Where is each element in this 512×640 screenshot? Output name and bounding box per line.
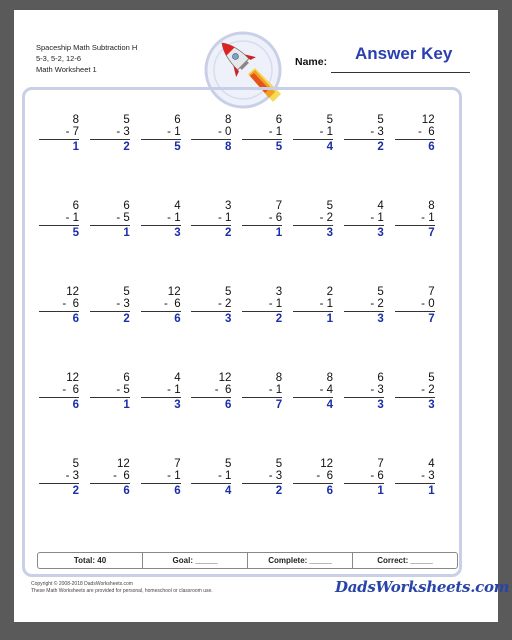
problem-answer: 3 xyxy=(326,227,333,239)
problem-minuend: 6 xyxy=(72,200,79,212)
problem xyxy=(191,458,231,497)
problem xyxy=(395,372,435,411)
problem-rule xyxy=(141,311,181,312)
problem-subtrahend: - 1 xyxy=(217,212,232,224)
problem-rule xyxy=(395,483,435,484)
problem-rule xyxy=(191,483,231,484)
problem xyxy=(395,200,435,239)
problem-minuend: 4 xyxy=(428,458,435,470)
problem-minuend: 4 xyxy=(174,200,181,212)
problem-subtrahend: - 1 xyxy=(167,212,181,224)
problem-subtrahend: - 7 xyxy=(65,126,79,138)
problem-subtrahend: - 5 xyxy=(116,384,130,396)
problem-subtrahend: - 6 xyxy=(370,470,384,482)
problem xyxy=(242,458,282,497)
name-underline xyxy=(331,72,470,73)
problem xyxy=(90,200,130,239)
problem-subtrahend: - 1 xyxy=(217,470,232,482)
problem-answer: 6 xyxy=(174,485,181,497)
problem-answer: 2 xyxy=(275,485,283,497)
problem-answer: 6 xyxy=(72,399,79,411)
problem-subtrahend: - 6 xyxy=(113,470,130,482)
problem-subtrahend: - 1 xyxy=(370,212,384,224)
problem-rule xyxy=(344,483,384,484)
problem-answer: 3 xyxy=(377,399,384,411)
problem xyxy=(293,458,333,497)
problem-minuend: 8 xyxy=(72,114,79,126)
problem-answer: 2 xyxy=(123,313,130,325)
problem-minuend: 12 xyxy=(218,372,232,384)
complete-cell: Complete: _____ xyxy=(248,553,353,568)
problem-subtrahend: - 1 xyxy=(167,470,181,482)
problem-answer: 6 xyxy=(224,399,232,411)
problem-rule xyxy=(90,483,130,484)
problem-subtrahend: - 6 xyxy=(214,384,232,396)
problem xyxy=(242,372,282,411)
problem-rule xyxy=(90,225,130,226)
problem-rule xyxy=(344,397,384,398)
problem-rule xyxy=(344,139,384,140)
problem-answer: 1 xyxy=(326,313,333,325)
problem-subtrahend: - 1 xyxy=(319,298,333,310)
problem xyxy=(293,200,333,239)
problem-rule xyxy=(191,311,231,312)
problem xyxy=(141,372,181,411)
problem-minuend: 5 xyxy=(326,114,333,126)
answer-key-title: Answer Key xyxy=(355,44,453,63)
problem-rule xyxy=(344,225,384,226)
problem xyxy=(90,114,130,153)
problem-rule xyxy=(242,311,282,312)
problem-rule xyxy=(191,139,231,140)
problem xyxy=(39,114,79,153)
worksheet-number: Math Worksheet 1 xyxy=(36,65,97,74)
problem-subtrahend: - 2 xyxy=(421,384,435,396)
problem xyxy=(242,114,282,153)
problem-answer: 4 xyxy=(224,485,232,497)
problem-answer: 1 xyxy=(123,399,130,411)
problem-minuend: 12 xyxy=(167,286,181,298)
problem xyxy=(191,200,231,239)
problem xyxy=(39,372,79,411)
problem-answer: 5 xyxy=(72,227,79,239)
problem-minuend: 12 xyxy=(66,286,79,298)
problem-minuend: 12 xyxy=(421,114,435,126)
problem-subtrahend: - 1 xyxy=(319,126,333,138)
problem-rule xyxy=(141,483,181,484)
problem xyxy=(39,286,79,325)
problem-subtrahend: - 3 xyxy=(116,126,130,138)
problem xyxy=(191,372,231,411)
problem-minuend: 7 xyxy=(275,200,283,212)
problem-rule xyxy=(242,139,282,140)
problem-rule xyxy=(242,397,282,398)
problem xyxy=(191,114,231,153)
problem-rule xyxy=(39,397,79,398)
problem-subtrahend: - 5 xyxy=(116,212,130,224)
problem-minuend: 12 xyxy=(320,458,333,470)
problem xyxy=(141,286,181,325)
problem-minuend: 5 xyxy=(377,114,384,126)
problem-answer: 6 xyxy=(428,141,435,153)
problem-answer: 3 xyxy=(377,227,384,239)
problem-subtrahend: - 6 xyxy=(316,470,333,482)
problem-answer: 2 xyxy=(377,141,384,153)
problem-rule xyxy=(39,139,79,140)
problem-grid xyxy=(29,100,455,540)
problem-answer: 5 xyxy=(174,141,181,153)
problem-minuend: 5 xyxy=(428,372,435,384)
problem-answer: 3 xyxy=(174,399,181,411)
problem-rule xyxy=(141,139,181,140)
problem-minuend: 7 xyxy=(428,286,435,298)
problem xyxy=(90,372,130,411)
problem xyxy=(395,286,435,325)
problem-subtrahend: - 6 xyxy=(163,298,181,310)
problem xyxy=(344,458,384,497)
problem xyxy=(39,200,79,239)
problem-rule xyxy=(242,483,282,484)
problem-rule xyxy=(191,397,231,398)
problem xyxy=(242,200,282,239)
problem-minuend: 3 xyxy=(275,286,283,298)
problem-minuend: 2 xyxy=(326,286,333,298)
correct-cell: Correct: _____ xyxy=(377,556,433,565)
problem-subtrahend: - 0 xyxy=(217,126,232,138)
problem-answer: 2 xyxy=(224,227,232,239)
worksheet-subtitle: 5-3, 5-2, 12-6 xyxy=(36,54,82,63)
problem-rule xyxy=(293,139,333,140)
problem-rule xyxy=(141,397,181,398)
problem-rule xyxy=(90,139,130,140)
problem xyxy=(39,458,79,497)
problem-rule xyxy=(90,311,130,312)
problem-rule xyxy=(191,225,231,226)
problem-rule xyxy=(39,311,79,312)
goal-cell: Goal: _____ xyxy=(143,553,248,568)
problem-answer: 5 xyxy=(275,141,283,153)
problem-subtrahend: - 6 xyxy=(62,298,79,310)
problem xyxy=(141,200,181,239)
problem-minuend: 7 xyxy=(377,458,384,470)
problem-answer: 3 xyxy=(224,313,232,325)
problem-minuend: 7 xyxy=(174,458,181,470)
problem-answer: 6 xyxy=(174,313,181,325)
problem-rule xyxy=(39,483,79,484)
problem-rule xyxy=(344,311,384,312)
problem-answer: 3 xyxy=(428,399,435,411)
problem-subtrahend: - 3 xyxy=(268,470,283,482)
copyright-line: Copyright © 2008-2018 DadsWorksheets.com xyxy=(31,581,133,587)
problem-subtrahend: - 1 xyxy=(65,212,79,224)
problem-minuend: 5 xyxy=(275,458,283,470)
problem xyxy=(90,458,130,497)
problem-minuend: 8 xyxy=(326,372,333,384)
problem-subtrahend: - 1 xyxy=(167,384,181,396)
problem-minuend: 8 xyxy=(428,200,435,212)
problem xyxy=(395,114,435,153)
problem-answer: 1 xyxy=(428,485,435,497)
problem-subtrahend: - 3 xyxy=(65,470,79,482)
problem-answer: 4 xyxy=(326,399,333,411)
problem-subtrahend: - 2 xyxy=(217,298,232,310)
problem-answer: 7 xyxy=(428,313,435,325)
problem xyxy=(344,114,384,153)
problem-minuend: 5 xyxy=(123,286,130,298)
problem-rule xyxy=(39,225,79,226)
problem-subtrahend: - 6 xyxy=(417,126,435,138)
problem xyxy=(242,286,282,325)
problem xyxy=(191,286,231,325)
problem-minuend: 6 xyxy=(123,200,130,212)
problem-minuend: 5 xyxy=(224,458,232,470)
problem-subtrahend: - 3 xyxy=(421,470,435,482)
problem xyxy=(344,286,384,325)
problem-rule xyxy=(141,225,181,226)
problem-answer: 1 xyxy=(123,227,130,239)
problem-rule xyxy=(395,397,435,398)
problem xyxy=(344,372,384,411)
problem-subtrahend: - 6 xyxy=(62,384,79,396)
problem-subtrahend: - 0 xyxy=(421,298,435,310)
problem-rule xyxy=(90,397,130,398)
problem-minuend: 5 xyxy=(377,286,384,298)
problem-answer: 1 xyxy=(72,141,79,153)
problem-answer: 6 xyxy=(72,313,79,325)
problem-subtrahend: - 1 xyxy=(167,126,181,138)
problem-rule xyxy=(395,311,435,312)
problem-rule xyxy=(293,225,333,226)
problem-answer: 6 xyxy=(123,485,130,497)
problem-minuend: 4 xyxy=(174,372,181,384)
problem-subtrahend: - 3 xyxy=(370,384,384,396)
problem-answer: 2 xyxy=(123,141,130,153)
problem-rule xyxy=(395,139,435,140)
problem-minuend: 3 xyxy=(224,200,232,212)
problem-minuend: 8 xyxy=(275,372,283,384)
problem-minuend: 6 xyxy=(123,372,130,384)
problem-answer: 8 xyxy=(224,141,232,153)
problem-answer: 1 xyxy=(275,227,283,239)
total-cell: Total: 40 xyxy=(38,553,143,568)
problem xyxy=(90,286,130,325)
problem-minuend: 5 xyxy=(123,114,130,126)
problem-minuend: 4 xyxy=(377,200,384,212)
problem-subtrahend: - 6 xyxy=(268,212,283,224)
problem xyxy=(141,458,181,497)
problem-minuend: 6 xyxy=(174,114,181,126)
problem-answer: 7 xyxy=(275,399,283,411)
problem-minuend: 6 xyxy=(377,372,384,384)
problem-subtrahend: - 2 xyxy=(370,298,384,310)
problem-rule xyxy=(242,225,282,226)
problem xyxy=(141,114,181,153)
problem-answer: 2 xyxy=(72,485,79,497)
problem-answer: 7 xyxy=(428,227,435,239)
problem-subtrahend: - 1 xyxy=(268,384,283,396)
problem-minuend: 8 xyxy=(224,114,232,126)
problem-subtrahend: - 3 xyxy=(370,126,384,138)
problem-minuend: 12 xyxy=(117,458,130,470)
problem-minuend: 5 xyxy=(224,286,232,298)
problem-subtrahend: - 4 xyxy=(319,384,333,396)
dadsworksheets-logo: DadsWorksheets.com xyxy=(335,578,510,596)
problem xyxy=(293,372,333,411)
copyright-notice xyxy=(31,581,213,595)
problem-answer: 3 xyxy=(377,313,384,325)
name-row xyxy=(295,44,470,72)
name-label: Name: xyxy=(295,56,328,68)
problem-subtrahend: - 1 xyxy=(421,212,435,224)
problem-answer: 1 xyxy=(377,485,384,497)
problem-subtrahend: - 3 xyxy=(116,298,130,310)
problem xyxy=(344,200,384,239)
problem xyxy=(293,286,333,325)
score-bar xyxy=(37,552,458,569)
problem-answer: 4 xyxy=(326,141,333,153)
problem xyxy=(395,458,435,497)
problem-subtrahend: - 1 xyxy=(268,126,283,138)
problem-answer: 6 xyxy=(326,485,333,497)
problem-minuend: 5 xyxy=(72,458,79,470)
problem-answer: 3 xyxy=(174,227,181,239)
problem-rule xyxy=(395,225,435,226)
problem-minuend: 6 xyxy=(275,114,283,126)
worksheet-title: Spaceship Math Subtraction H xyxy=(36,43,138,52)
problem-rule xyxy=(293,397,333,398)
problem-rule xyxy=(293,483,333,484)
problem-subtrahend: - 2 xyxy=(319,212,333,224)
usage-line: These Math Worksheets are provided for personal, homeschool or classroom use. xyxy=(31,588,213,594)
problem-minuend: 12 xyxy=(66,372,79,384)
problem xyxy=(293,114,333,153)
problem-rule xyxy=(293,311,333,312)
problem-answer: 2 xyxy=(275,313,283,325)
problem-minuend: 5 xyxy=(326,200,333,212)
worksheet-header xyxy=(36,42,137,75)
problem-subtrahend: - 1 xyxy=(268,298,283,310)
